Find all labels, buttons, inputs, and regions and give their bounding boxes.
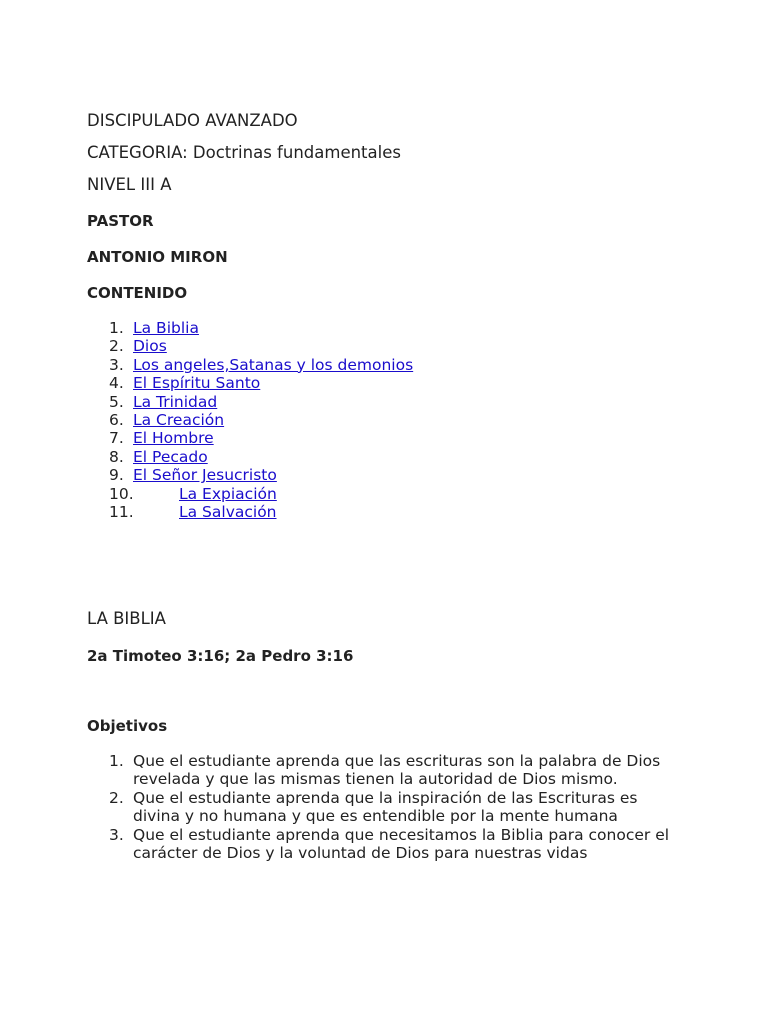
objective-item xyxy=(87,789,687,826)
contents-item xyxy=(87,356,413,374)
contents-link-espiritu-santo[interactable]: El Espíritu Santo xyxy=(133,374,261,393)
contents-link-hombre[interactable]: El Hombre xyxy=(133,429,214,448)
contents-item xyxy=(87,337,413,355)
contents-link-pecado[interactable]: El Pecado xyxy=(133,447,208,466)
contents-link-dios[interactable]: Dios xyxy=(133,337,167,356)
contents-item-number: 4. xyxy=(109,374,124,393)
contents-list xyxy=(87,319,413,521)
level-line: NIVEL III A xyxy=(87,175,172,194)
contents-item xyxy=(87,374,413,392)
contents-item xyxy=(87,393,413,411)
role-line: PASTOR xyxy=(87,212,154,230)
section-title: LA BIBLIA xyxy=(87,609,166,628)
contents-item xyxy=(87,448,413,466)
objective-item xyxy=(87,826,687,863)
contents-link-salvacion[interactable]: La Salvación xyxy=(179,502,277,521)
contents-item-number: 10. xyxy=(109,484,134,503)
objective-number: 2. xyxy=(109,788,124,807)
objective-number: 1. xyxy=(109,752,124,770)
course-title: DISCIPULADO AVANZADO xyxy=(87,111,298,130)
contents-item-number: 5. xyxy=(109,392,124,411)
objectives-heading: Objetivos xyxy=(87,717,168,735)
contents-item-number: 3. xyxy=(109,355,124,374)
contents-item xyxy=(87,429,413,447)
contents-link-angeles[interactable]: Los angeles,Satanas y los demonios xyxy=(133,355,414,374)
scripture-reference: 2a Timoteo 3:16; 2a Pedro 3:16 xyxy=(87,647,354,665)
contents-item xyxy=(87,466,413,484)
objective-item xyxy=(87,752,687,789)
contents-item-number: 1. xyxy=(109,319,124,337)
objective-text: Que el estudiante aprenda que necesitamos la Biblia para conocer el carácter de Dios y la voluntad de Dios para nuestras vidas xyxy=(133,825,670,863)
contents-item-number: 2. xyxy=(109,337,124,356)
category-line: CATEGORIA: Doctrinas fundamentales xyxy=(87,143,401,162)
contents-item-number: 8. xyxy=(109,447,124,466)
contents-link-expiacion[interactable]: La Expiación xyxy=(179,484,277,503)
objective-text: Que el estudiante aprenda que la inspiración de las Escrituras es divina y no humana y que es entendible por la mente humana xyxy=(133,788,638,826)
contents-item xyxy=(87,411,413,429)
contents-item-number: 9. xyxy=(109,466,124,485)
contents-item xyxy=(87,503,413,521)
contents-item-number: 11. xyxy=(109,502,134,521)
contents-heading: CONTENIDO xyxy=(87,284,188,302)
contents-link-trinidad[interactable]: La Trinidad xyxy=(133,392,218,411)
contents-item-number: 6. xyxy=(109,410,124,429)
author-line: ANTONIO MIRON xyxy=(87,248,228,266)
contents-item-number: 7. xyxy=(109,429,124,448)
contents-item xyxy=(87,485,413,503)
objectives-list xyxy=(87,752,687,862)
objective-text: Que el estudiante aprenda que las escrituras son la palabra de Dios revelada y que las mismas tienen la autoridad de Dios mismo. xyxy=(133,752,661,789)
contents-link-la-biblia[interactable]: La Biblia xyxy=(133,319,199,337)
contents-link-creacion[interactable]: La Creación xyxy=(133,410,225,429)
contents-link-jesucristo[interactable]: El Señor Jesucristo xyxy=(133,466,277,485)
objective-number: 3. xyxy=(109,825,124,844)
contents-item xyxy=(87,319,413,337)
